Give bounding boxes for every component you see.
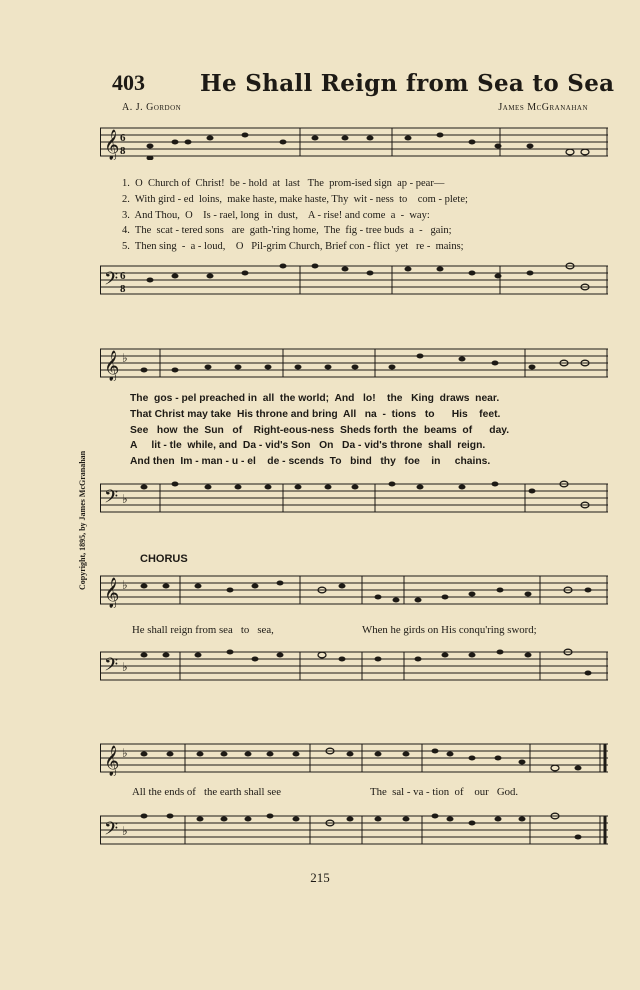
verse-lyrics-2 xyxy=(130,391,616,470)
chorus-lyric: The sal - va - tion of our God. xyxy=(370,786,519,798)
composer-credit: James McGranahan xyxy=(498,102,588,113)
svg-text:𝄞: 𝄞 xyxy=(104,578,120,608)
chorus-lyric: When he girds on His conqu'ring sword; xyxy=(362,624,537,636)
chorus-label: CHORUS xyxy=(140,553,188,565)
music-system-1 xyxy=(100,124,608,304)
verse-line: 1. O Church of Christ! be - hold at last The prom-ised sign ap - pear— xyxy=(122,178,445,189)
treble-staff xyxy=(100,124,608,160)
hymn-number: 403 xyxy=(112,70,145,95)
verse-line: The gos - pel preached in all the world; And lo! the King draws near. xyxy=(130,393,500,404)
svg-text:♭: ♭ xyxy=(122,492,128,506)
bass-staff xyxy=(100,648,608,684)
treble-staff xyxy=(100,345,608,381)
treble-staff xyxy=(100,740,608,776)
svg-text:8: 8 xyxy=(120,283,126,295)
svg-text:𝄢: 𝄢 xyxy=(104,655,119,680)
treble-staff xyxy=(100,572,608,608)
svg-text:𝄞: 𝄞 xyxy=(104,130,120,160)
chorus-lyric: He shall reign from sea to sea, xyxy=(132,624,274,636)
music-system-3 xyxy=(100,572,608,692)
svg-text:𝄢: 𝄢 xyxy=(104,487,119,512)
music-system-4 xyxy=(100,740,608,860)
svg-text:♭: ♭ xyxy=(122,351,128,365)
copyright-notice: Copyright, 1895, by James McGranahan xyxy=(78,450,87,590)
svg-text:𝄞: 𝄞 xyxy=(104,746,120,776)
verse-line: See how the Sun of Right-eous-ness Sheds forth the beams of day. xyxy=(130,424,510,436)
chorus-lyric: All the ends of the earth shall see xyxy=(132,786,282,798)
svg-text:𝄞: 𝄞 xyxy=(104,351,120,381)
verse-line: That Christ may take His throne and bring All na - tions to His feet. xyxy=(130,408,501,420)
author-credit: A. J. Gordon xyxy=(122,102,182,113)
svg-text:6: 6 xyxy=(120,270,126,282)
music-system-2 xyxy=(100,345,608,525)
verse-line: A lit - tle while, and Da - vid's Son On Da - vid's throne shall reign. xyxy=(130,440,486,452)
verse-line: 3. And Thou, O Is - rael, long in dust, A - rise! and come a - way: xyxy=(122,209,430,221)
verse-lyrics-1 xyxy=(122,176,608,255)
svg-text:8: 8 xyxy=(120,145,126,157)
bass-staff xyxy=(100,262,608,298)
svg-text:♭: ♭ xyxy=(122,746,128,760)
svg-text:𝄢: 𝄢 xyxy=(104,269,119,294)
svg-text:♭: ♭ xyxy=(122,578,128,592)
bass-staff xyxy=(100,480,608,516)
svg-text:𝄢: 𝄢 xyxy=(104,819,119,844)
page-number: 215 xyxy=(310,870,330,885)
svg-text:♭: ♭ xyxy=(122,660,128,674)
verse-line: 4. The scat - tered sons are gath-'ring home, The fig - tree buds a - gain; xyxy=(122,225,452,237)
verse-line: 5. Then sing - a - loud, O Pil-grim Church, Brief con - flict yet re - mains; xyxy=(122,241,464,253)
svg-text:♭: ♭ xyxy=(122,824,128,838)
verse-line: And then Im - man - u - el de - scends To bind thy foe in chains. xyxy=(130,456,491,468)
bass-staff xyxy=(100,812,608,848)
svg-text:6: 6 xyxy=(120,132,126,144)
verse-line: 2. With gird - ed loins, make haste, make haste, Thy wit - ness to com - plete; xyxy=(122,193,468,205)
hymn-title: He Shall Reign from Sea to Sea xyxy=(200,70,615,97)
